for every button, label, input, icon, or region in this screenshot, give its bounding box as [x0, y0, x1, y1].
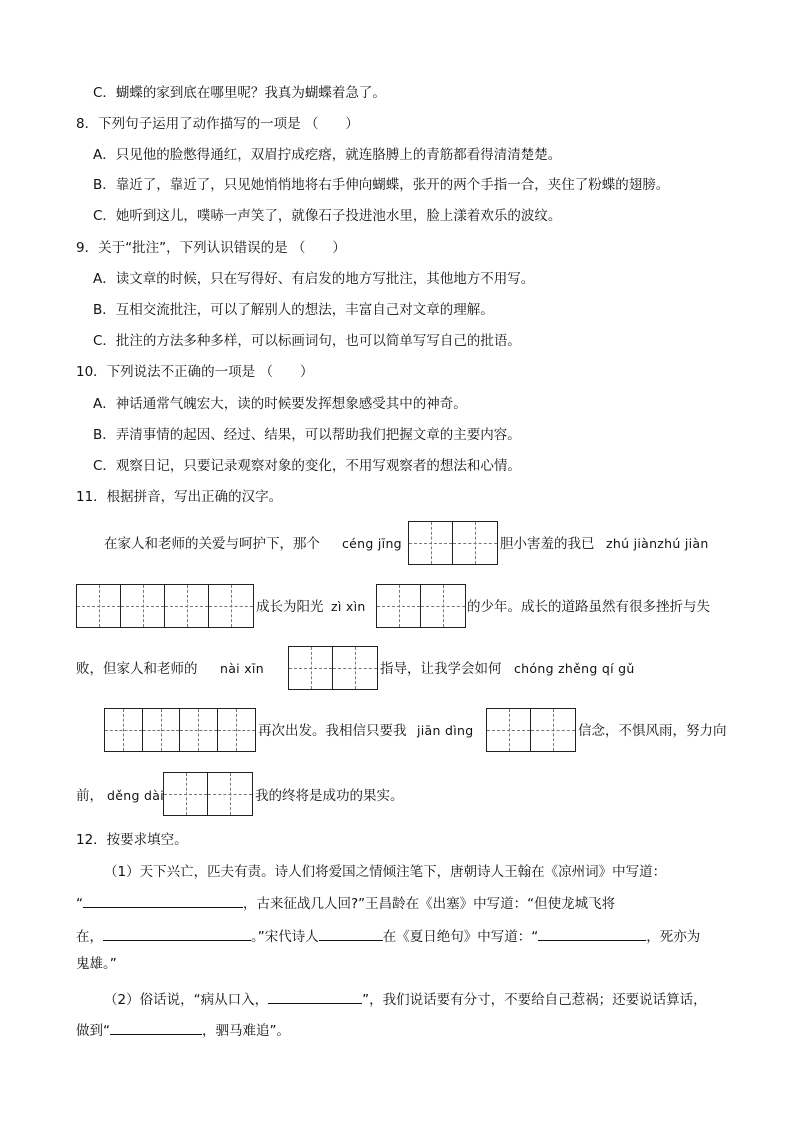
q11-line5-text-b: 我的终将是成功的果实。 [255, 788, 404, 804]
q9-stem: 9．关于“批注”，下列认识错误的是 （ ） [76, 240, 346, 256]
grid-cell[interactable] [409, 522, 453, 564]
q11-pinyin-7: děng dài [107, 788, 164, 803]
q11-pinyin-1: céng jīng [342, 536, 402, 551]
q11-line1-text-a: 在家人和老师的关爱与呵护下，那个 [104, 536, 320, 552]
grid-cell[interactable] [77, 585, 121, 627]
q12-part1-line2-text: ，古来征战几人回?”王昌龄在《出塞》中写道：“但使龙城飞将 [243, 896, 616, 912]
q12-part1-line2 [76, 893, 615, 913]
q10-option-a: A．神话通常气魄宏大，读的时候要发挥想象感受其中的神奇。 [93, 396, 467, 412]
q11-answer-grid-2[interactable] [76, 584, 254, 628]
q11-answer-grid-5[interactable] [104, 708, 256, 752]
grid-cell[interactable] [333, 647, 377, 689]
fill-blank-1[interactable] [83, 893, 243, 908]
q11-pinyin-2: zhú jiànzhú jiàn [606, 536, 709, 551]
q12-text-bingcong: （2）俗话说，“病从口入， [104, 992, 269, 1008]
q12-text-zuodao: 做到“ [76, 1023, 110, 1039]
quote-open: “ [76, 896, 83, 912]
q12-text-simanan: ，驷马难追”。 [202, 1023, 290, 1039]
q11-answer-grid-6[interactable] [486, 708, 576, 752]
q11-stem: 11．根据拼音，写出正确的汉字。 [76, 489, 283, 505]
grid-cell[interactable] [453, 522, 497, 564]
q11-pinyin-3: zì xìn [331, 599, 366, 614]
q11-pinyin-5: chóng zhěng qí gǔ [514, 661, 635, 676]
q9-option-a: A．读文章的时候，只在写得好、有启发的地方写批注，其他地方不用写。 [93, 271, 535, 287]
grid-cell[interactable] [218, 709, 255, 751]
q12-part2-line1 [104, 989, 707, 1009]
q11-line2-text-a: 成长为阳光 [256, 599, 324, 615]
fill-blank-3[interactable] [319, 926, 383, 941]
q11-line4-text-b: 信念，不惧风雨，努力向 [578, 723, 727, 739]
q11-line3-text-a: 败，但家人和老师的 [76, 661, 198, 677]
grid-cell[interactable] [531, 709, 575, 751]
grid-cell[interactable] [487, 709, 531, 751]
fill-blank-2[interactable] [103, 926, 251, 941]
q8-option-a: A．只见他的脸憋得通红，双眉拧成疙瘩，就连胳膊上的青筋都看得清清楚楚。 [93, 147, 562, 163]
q11-line5-text-a: 前， [76, 788, 103, 804]
q9-option-c: C．批注的方法多种多样，可以标画词句，也可以简单写写自己的批语。 [93, 333, 521, 349]
q10-option-c: C．观察日记，只要记录观察对象的变化，不用写观察者的想法和心情。 [93, 458, 521, 474]
q8-option-b: B．靠近了，靠近了，只见她悄悄地将右手伸向蝴蝶，张开的两个手指一合，夹住了粉蝶的翅膀。 [93, 177, 670, 193]
q11-line3-text-b: 指导，让我学会如何 [380, 661, 502, 677]
q12-text-songdai: 。”宋代诗人 [251, 929, 319, 945]
q11-answer-grid-4[interactable] [288, 646, 378, 690]
grid-cell[interactable] [164, 773, 208, 815]
q9-option-b: B．互相交流批注，可以了解别人的想法，丰富自己对文章的理解。 [93, 302, 494, 318]
q11-line1-text-b: 胆小害羞的我已 [500, 536, 595, 552]
fill-blank-4[interactable] [538, 926, 646, 941]
q11-answer-grid-1[interactable] [408, 521, 498, 565]
q11-line2-text-b: 的少年。成长的道路虽然有很多挫折与失 [467, 599, 710, 615]
fill-blank-5[interactable] [268, 989, 362, 1004]
q10-option-b: B．弄清事情的起因、经过、结果，可以帮助我们把握文章的主要内容。 [93, 427, 521, 443]
q12-part1-line1: （1）天下兴亡，匹夫有责。诗人们将爱国之情倾注笔下，唐朝诗人王翰在《凉州词》中写道： [104, 864, 667, 880]
fill-blank-6[interactable] [110, 1020, 202, 1035]
q12-part2-line2 [76, 1020, 290, 1040]
grid-cell[interactable] [289, 647, 333, 689]
q8-option-c: C．她听到这儿，噗哧一声笑了，就像石子投进池水里，脸上漾着欢乐的波纹。 [93, 208, 562, 224]
grid-cell[interactable] [209, 585, 253, 627]
grid-cell[interactable] [105, 709, 143, 751]
grid-cell[interactable] [143, 709, 181, 751]
q12-part1-line3 [76, 926, 700, 946]
q12-part1-line4: 鬼雄。” [76, 956, 117, 972]
grid-cell[interactable] [421, 585, 465, 627]
q11-pinyin-6: jiān dìng [417, 723, 474, 738]
q12-text-shuohua: ”，我们说话要有分寸，不要给自己惹祸；还要说话算话， [362, 992, 707, 1008]
q11-pinyin-4: nài xīn [220, 661, 264, 676]
q12-text-zai: 在， [76, 929, 103, 945]
grid-cell[interactable] [165, 585, 209, 627]
q10-stem: 10．下列说法不正确的一项是 （ ） [76, 364, 314, 380]
grid-cell[interactable] [121, 585, 165, 627]
q7-option-c: C．蝴蝶的家到底在哪里呢？我真为蝴蝶着急了。 [93, 85, 386, 101]
q11-answer-grid-3[interactable] [376, 584, 466, 628]
q12-stem: 12．按要求填空。 [76, 832, 188, 848]
q8-stem: 8．下列句子运用了动作描写的一项是 （ ） [76, 116, 359, 132]
grid-cell[interactable] [377, 585, 421, 627]
q12-text-xiari: 在《夏日绝句》中写道：“ [382, 929, 539, 945]
grid-cell[interactable] [208, 773, 252, 815]
q11-answer-grid-7[interactable] [163, 772, 253, 816]
q11-line4-text-a: 再次出发。我相信只要我 [258, 723, 407, 739]
grid-cell[interactable] [180, 709, 218, 751]
q12-text-siyi: ，死亦为 [646, 929, 701, 945]
